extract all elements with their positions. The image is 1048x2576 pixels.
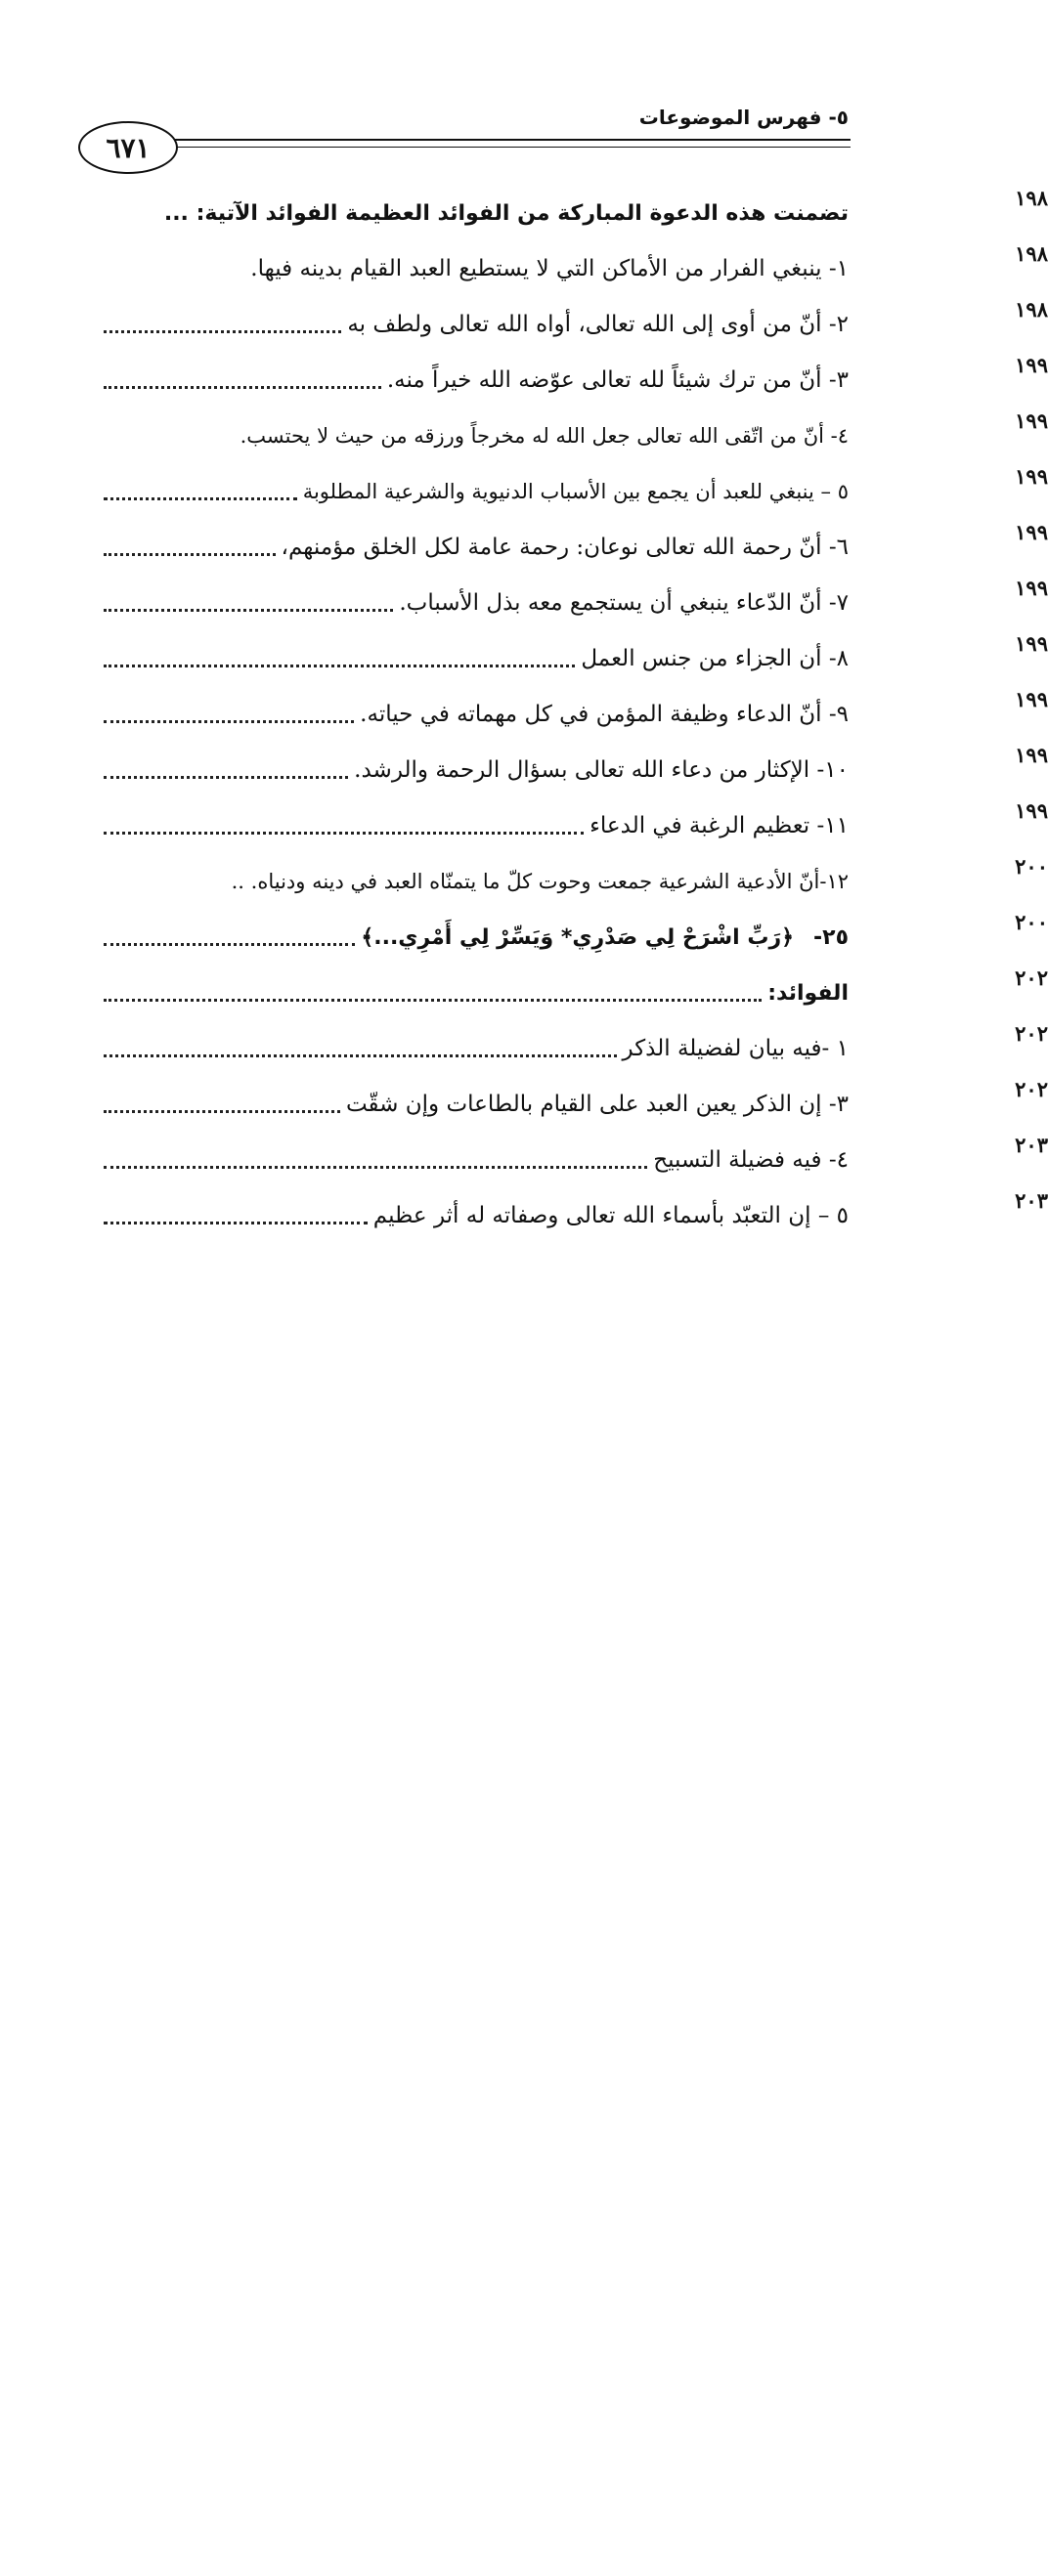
toc-entry <box>98 353 1048 408</box>
entry-text: ٩- أنّ الدعاء وظيفة المؤمن في كل مهماته في حياته. <box>360 702 849 727</box>
entry-page: ١٩٨ <box>1015 241 1048 266</box>
entry-number: ٢٥- <box>813 924 849 950</box>
entry-text: ٢- أنّ من أوى إلى الله تعالى، أواه الله تعالى ولطف به <box>347 312 849 337</box>
entry-text: ٤- فيه فضيلة التسبيح <box>653 1147 849 1173</box>
header-rule-bottom <box>172 147 851 148</box>
header-rule-top <box>172 139 851 141</box>
entry-text: ٥ – ينبغي للعبد أن يجمع بين الأسباب الدنيوية والشرعية المطلوبة <box>302 480 849 503</box>
entry-text: ١٠- الإكثار من دعاء الله تعالى بسؤال الرحمة والرشد. <box>354 757 849 783</box>
entry-text: ١١- تعظيم الرغبة في الدعاء <box>590 813 849 838</box>
entry-page: ١٩٨ <box>1015 297 1048 322</box>
toc-entry <box>98 687 1048 742</box>
entry-page: ١٩٨ <box>1015 186 1048 210</box>
toc-entry-subheading <box>98 966 1048 1020</box>
toc-entry <box>98 408 1048 463</box>
entry-page: ١٩٩ <box>1015 687 1048 711</box>
entry-text: ٣- إن الذكر يعين العبد على القيام بالطاعات وإن شقّت <box>345 1092 849 1117</box>
page-header <box>78 106 851 184</box>
entry-text: ١٢-أنّ الأدعية الشرعية جمعت وحوت كلّ ما يتمنّاه العبد في دينه ودنياه. .. <box>231 870 849 893</box>
entry-page: ١٩٩ <box>1015 520 1048 544</box>
page-number: ٦٧١ <box>78 121 178 174</box>
toc-entry <box>98 464 1048 519</box>
entry-page: ٢٠٠ <box>1015 854 1048 879</box>
toc-entry <box>98 743 1048 797</box>
entry-page: ١٩٩ <box>1015 408 1048 433</box>
entry-text: ٨- أن الجزاء من جنس العمل <box>581 646 849 671</box>
entry-page: ١٩٩ <box>1015 631 1048 656</box>
section-title: ٥- فهرس الموضوعات <box>638 106 849 129</box>
entry-page: ١٩٩ <box>1015 464 1048 489</box>
entry-page: ٢٠٣ <box>1015 1188 1048 1213</box>
toc-entry <box>98 1077 1048 1132</box>
toc-entry <box>98 576 1048 630</box>
entry-text: ٤- أنّ من اتّقى الله تعالى جعل الله له مخرجاً ورزقه من حيث لا يحتسب. <box>240 424 849 448</box>
toc-entry <box>98 798 1048 853</box>
toc-entry <box>98 520 1048 575</box>
toc-entry <box>98 1133 1048 1187</box>
entry-text: ١- ينبغي الفرار من الأماكن التي لا يستطيع العبد القيام بدينه فيها. <box>250 256 849 281</box>
entry-text: تضمنت هذه الدعوة المباركة من الفوائد العظيمة الفوائد الآتية: ... <box>163 200 849 226</box>
toc-entry <box>98 854 1048 909</box>
entry-text: رَبِّ اشْرَحْ لِي صَدْرِي* وَيَسِّرْ لِي أَمْرِي... <box>373 924 782 950</box>
entry-text: ٦- أنّ رحمة الله تعالى نوعان: رحمة عامة لكل الخلق مؤمنهم، <box>281 535 849 560</box>
entry-text: ١ -فيه بيان لفضيلة الذكر <box>622 1036 849 1061</box>
toc-entry <box>98 241 1048 296</box>
toc-entry <box>98 631 1048 686</box>
entry-page: ٢٠٣ <box>1015 1133 1048 1157</box>
verse-close-bracket: ﴾ <box>361 924 374 950</box>
entry-page: ٢٠٢ <box>1015 1077 1048 1101</box>
entry-page: ٢٠٢ <box>1015 966 1048 990</box>
toc-entry <box>98 297 1048 352</box>
entry-page: ١٩٩ <box>1015 743 1048 767</box>
toc-entry-heading <box>98 186 1048 240</box>
entry-page: ٢٠٠ <box>1015 910 1048 934</box>
toc-entry <box>98 1188 1048 1243</box>
toc-entry-verse <box>98 910 1048 965</box>
entry-text: الفوائد: <box>767 980 849 1006</box>
entry-page: ٢٠٢ <box>1015 1021 1048 1046</box>
entry-page: ١٩٩ <box>1015 576 1048 600</box>
entry-page: ١٩٩ <box>1015 798 1048 823</box>
verse-open-bracket: ﴿ <box>781 924 794 950</box>
entry-text: ٣- أنّ من ترك شيئاً لله تعالى عوّضه الله خيراً منه. <box>386 367 849 393</box>
entry-text: ٥ – إن التعبّد بأسماء الله تعالى وصفاته له أثر عظيم <box>372 1203 849 1228</box>
entry-page: ١٩٩ <box>1015 353 1048 377</box>
toc-entry <box>98 1021 1048 1076</box>
entry-text: ٧- أنّ الدّعاء ينبغي أن يستجمع معه بذل الأسباب. <box>399 590 849 616</box>
